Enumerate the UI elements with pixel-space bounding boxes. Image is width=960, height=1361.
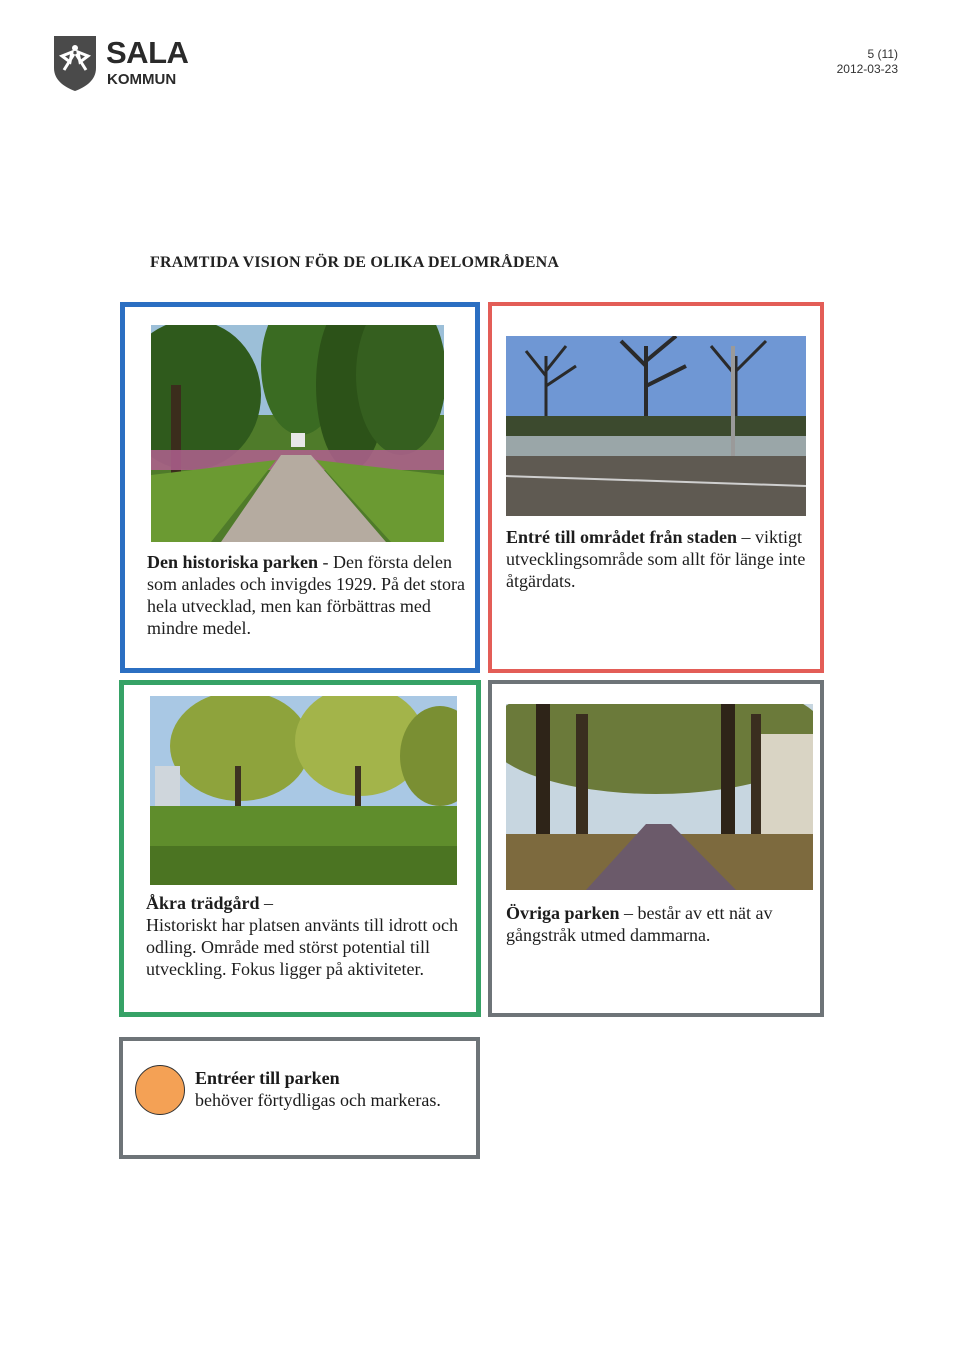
caption-title: Entré till området från staden [506,527,737,547]
legend-entrances [119,1037,480,1159]
caption-text: Historiskt har platsen använts till idrott och odling. Område med störst potential till utveckling. Fokus ligger på aktiviteter. [146,915,458,979]
shield-emblem-icon [52,34,98,92]
caption-text: består av ett nät av gångstråk utmed dammarna. [506,903,773,945]
legend-text [195,1067,441,1111]
caption-title: Övriga parken [506,903,620,923]
park-path-photo [151,325,444,542]
caption-separator: - [318,552,334,572]
lawn-trees-photo [150,696,457,885]
caption-text: viktigt utvecklingsområde som allt för länge inte åtgärdats. [506,527,806,591]
orange-circle-icon [135,1065,185,1115]
panel-other-park-caption [506,902,816,946]
caption-title: Åkra trädgård [146,893,260,913]
panel-historic-park [120,302,480,673]
street-entrance-photo [506,336,806,516]
page-title: FRAMTIDA VISION FÖR DE OLIKA DELOMRÅDENA [150,254,560,271]
logo-subtitle: KOMMUN [107,71,177,88]
caption-separator: – [619,903,638,923]
panel-historic-park-caption [147,551,467,639]
caption-title: Den historiska parken [147,552,319,572]
panel-other-park [488,680,824,1017]
panel-akra-caption [146,892,466,980]
panel-akra-tradgard [119,680,481,1017]
page-number: 5 (11) [867,47,898,61]
caption-separator: – [736,527,755,547]
document-date: 2012-03-23 [836,62,898,76]
legend-description: behöver förtydligas och markeras. [195,1090,441,1110]
caption-text: Den första delen som anlades och invigdes 1929. På det stora hela utvecklad, men kan förbättras med mindre medel. [147,552,465,638]
legend-title: Entréer till parken [195,1068,340,1088]
panel-entrance-caption [506,526,811,592]
logo-name: SALA [106,35,189,70]
sala-kommun-logo [52,34,202,98]
tree-avenue-photo [506,704,813,890]
panel-entrance-from-town [488,302,824,673]
caption-separator: – [259,893,273,913]
